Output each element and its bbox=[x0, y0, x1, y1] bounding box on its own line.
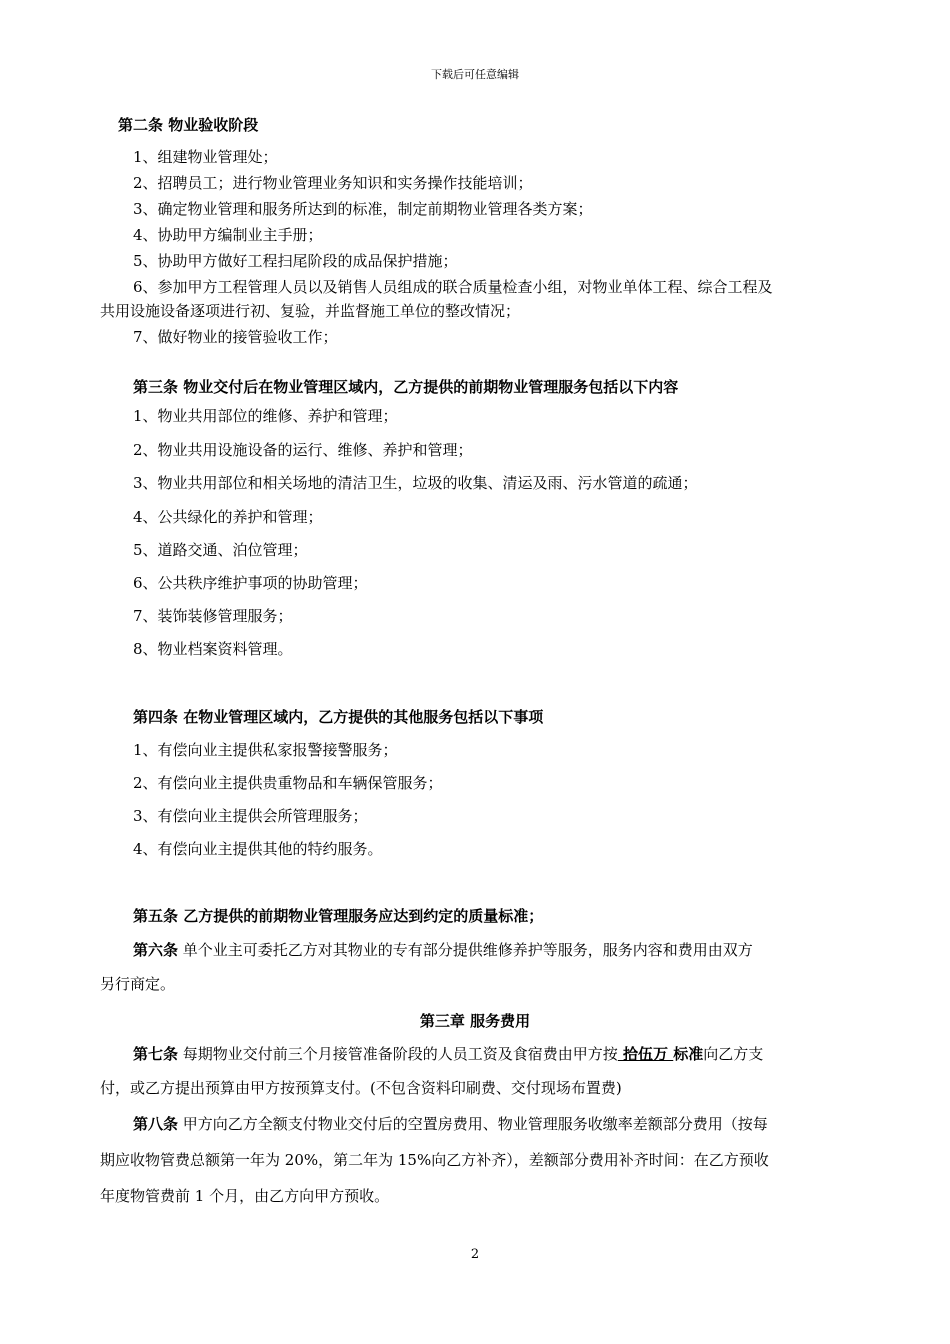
list-item: 4、有偿向业主提供其他的特约服务。 bbox=[133, 840, 383, 858]
list-item: 4、公共绿化的养护和管理； bbox=[133, 508, 323, 526]
list-item: 3、确定物业管理和服务所达到的标准，制定前期物业管理各类方案； bbox=[133, 200, 593, 218]
list-item: 7、装饰装修管理服务； bbox=[133, 607, 293, 625]
article-7-standard: 标准 bbox=[673, 1045, 704, 1063]
list-item: 2、招聘员工；进行物业管理业务知识和实务操作技能培训； bbox=[133, 174, 533, 192]
article-7-text: 每期物业交付前三个月接管准备阶段的人员工资及食宿费由甲方按 bbox=[178, 1045, 618, 1063]
list-item: 2、物业共用设施设备的运行、维修、养护和管理； bbox=[133, 441, 473, 459]
article-5-label: 第五条 bbox=[133, 907, 179, 925]
article-4-title: 第四条 在物业管理区域内，乙方提供的其他服务包括以下事项 bbox=[133, 708, 544, 726]
list-item: 3、物业共用部位和相关场地的清洁卫生，垃圾的收集、清运及雨、污水管道的疏通； bbox=[133, 474, 698, 492]
article-6-continued: 另行商定。 bbox=[100, 975, 176, 993]
article-7-label: 第七条 bbox=[133, 1045, 179, 1063]
list-item: 1、有偿向业主提供私家报警接警服务； bbox=[133, 741, 398, 759]
list-item: 6、公共秩序维护事项的协助管理； bbox=[133, 574, 368, 592]
list-item: 2、有偿向业主提供贵重物品和车辆保管服务； bbox=[133, 774, 443, 792]
list-item: 8、物业档案资料管理。 bbox=[133, 640, 293, 658]
list-item: 5、协助甲方做好工程扫尾阶段的成品保护措施； bbox=[133, 252, 458, 270]
article-6-label: 第六条 bbox=[133, 941, 179, 959]
article-7-text-end: 向乙方支 bbox=[703, 1045, 764, 1063]
list-item: 7、做好物业的接管验收工作； bbox=[133, 328, 338, 346]
article-2-title: 第二条 物业验收阶段 bbox=[118, 116, 259, 134]
list-item: 3、有偿向业主提供会所管理服务； bbox=[133, 807, 368, 825]
article-5-text: 乙方提供的前期物业管理服务应达到约定的质量标准； bbox=[178, 907, 544, 925]
list-item-continued: 共用设施设备逐项进行初、复验，并监督施工单位的整改情况； bbox=[100, 302, 521, 320]
chapter-title: 第三章 服务费用 bbox=[419, 1012, 531, 1030]
article-7-amount: 拾伍万 bbox=[617, 1045, 674, 1063]
list-item: 4、协助甲方编制业主手册； bbox=[133, 226, 323, 244]
article-7-continued: 付，或乙方提出预算由甲方按预算支付。(不包含资料印刷费、交付现场布置费) bbox=[100, 1079, 622, 1097]
article-7 bbox=[133, 1043, 763, 1065]
article-3-title: 第三条 物业交付后在物业管理区域内，乙方提供的前期物业管理服务包括以下内容 bbox=[133, 378, 679, 396]
list-item: 5、道路交通、泊位管理； bbox=[133, 541, 308, 559]
page-number: 2 bbox=[470, 1247, 480, 1262]
article-8-label: 第八条 bbox=[133, 1115, 179, 1133]
list-item: 1、组建物业管理处； bbox=[133, 148, 278, 166]
article-5 bbox=[133, 905, 543, 927]
article-8 bbox=[133, 1113, 768, 1135]
page-header: 下载后可任意编辑 bbox=[431, 68, 519, 81]
article-8-continued: 期应收物管费总额第一年为 20%，第二年为 15%向乙方补齐），差额部分费用补齐时间：在乙方预收 bbox=[100, 1151, 769, 1169]
article-8-continued: 年度物管费前 1 个月，由乙方向甲方预收。 bbox=[100, 1187, 390, 1205]
article-6 bbox=[133, 939, 753, 961]
list-item: 1、物业共用部位的维修、养护和管理； bbox=[133, 407, 398, 425]
article-6-text: 单个业主可委托乙方对其物业的专有部分提供维修养护等服务，服务内容和费用由双方 bbox=[178, 941, 753, 959]
article-8-text: 甲方向乙方全额支付物业交付后的空置房费用、物业管理服务收缴率差额部分费用（按每 bbox=[178, 1115, 768, 1133]
list-item: 6、参加甲方工程管理人员以及销售人员组成的联合质量检查小组，对物业单体工程、综合工程及 bbox=[133, 278, 773, 296]
